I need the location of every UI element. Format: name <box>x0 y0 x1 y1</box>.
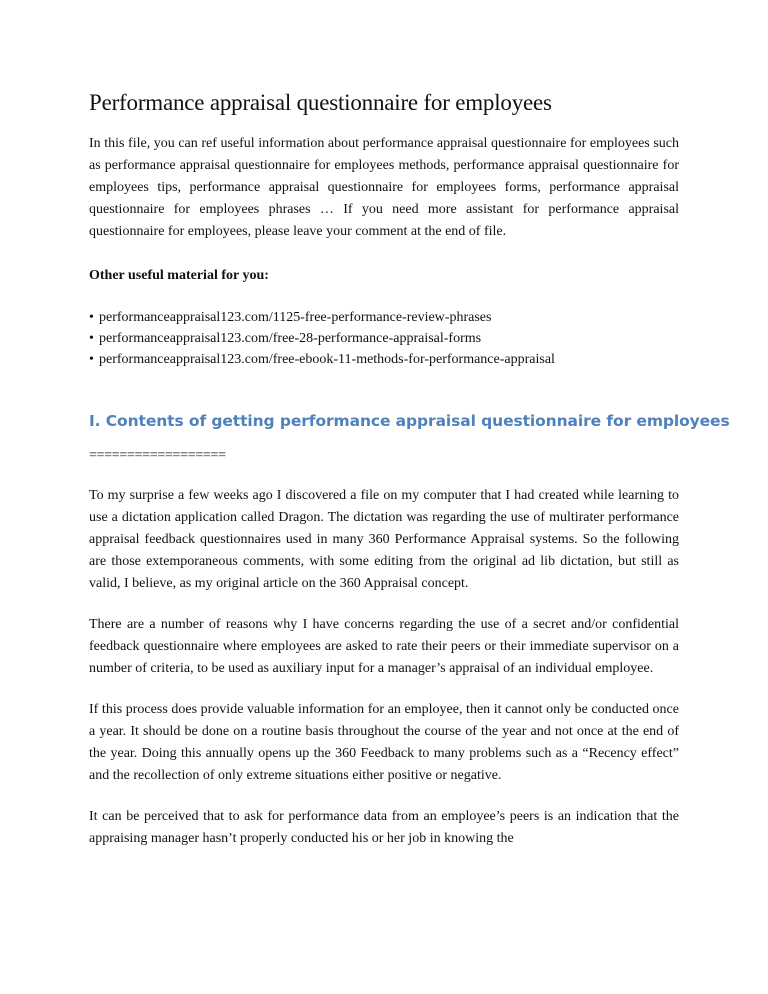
intro-paragraph: In this file, you can ref useful information about performance appraisal questionnaire for employees such as performance appraisal questionnaire for employees methods, performance appraisal questionnaire for employees tips, performance appraisal questionnaire for employees forms, performance appraisal questionnaire for employees phrases … If you need more assistant for performance appraisal questionnaire for employees, please leave your comment at the end of file. <box>89 136 679 239</box>
useful-links-list <box>89 307 679 370</box>
body-paragraph: If this process does provide valuable information for an employee, then it cannot only be conducted once a year. It should be done on a routine basis throughout the course of the year and not once at the end of the year. Doing this annually opens up the 360 Feedback to many problems such as a “Recency effect” and the recollection of only extreme situations either positive or negative. <box>89 702 679 783</box>
useful-link: performanceappraisal123.com/1125-free-performance-review-phrases <box>99 310 492 325</box>
section-heading: I. Contents of getting performance appraisal questionnaire for employees <box>89 412 730 430</box>
body-paragraph: There are a number of reasons why I have concerns regarding the use of a secret and/or confidential feedback questionnaire where employees are asked to rate their peers or their immediate supervisor on a number of criteria, to be used as auxiliary input for a manager’s appraisal of an individual employee. <box>89 617 679 676</box>
list-item <box>89 328 679 349</box>
document-body <box>89 88 730 850</box>
bullet-icon: • <box>89 352 94 367</box>
other-material-heading: Other useful material for you: <box>89 268 269 283</box>
separator-line: ================== <box>89 448 226 463</box>
useful-link: performanceappraisal123.com/free-28-performance-appraisal-forms <box>99 331 482 346</box>
body-paragraph: To my surprise a few weeks ago I discovered a file on my computer that I had created while learning to use a dictation application called Dragon. The dictation was regarding the use of multirater performance appraisal feedback questionnaires used in many 360 Performance Appraisal systems. So the following are those extemporaneous comments, with some editing from the original ad lib dictation, but still as valid, I believe, as my original article on the 360 Appraisal concept. <box>89 488 679 591</box>
document-title: Performance appraisal questionnaire for employees <box>89 90 552 115</box>
body-paragraph: It can be perceived that to ask for performance data from an employee’s peers is an indication that the appraising manager hasn’t properly conducted his or her job in knowing the <box>89 809 679 846</box>
list-item <box>89 349 679 370</box>
bullet-icon: • <box>89 331 94 346</box>
list-item <box>89 307 679 328</box>
bullet-icon: • <box>89 310 94 325</box>
useful-link: performanceappraisal123.com/free-ebook-11-methods-for-performance-appraisal <box>99 352 555 367</box>
